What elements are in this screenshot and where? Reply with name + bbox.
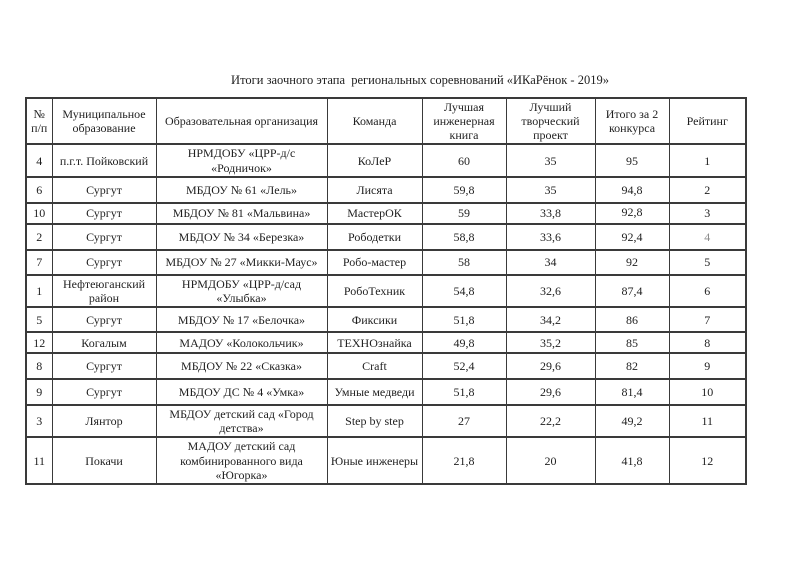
cell-project-score: 35 [506,177,595,203]
cell-rating: 3 [669,203,746,224]
cell-book-score: 27 [422,405,506,437]
cell-rating: 7 [669,307,746,332]
cell-team: Фиксики [327,307,422,332]
cell-total-score: 92 [595,250,669,275]
cell-team: Юные инженеры [327,437,422,483]
cell-project-score: 22,2 [506,405,595,437]
cell-project-score: 34,2 [506,307,595,332]
cell-municipality: Когалым [52,332,156,353]
cell-book-score: 59 [422,203,506,224]
column-header-num: № п/п [26,98,52,144]
cell-num: 1 [26,275,52,307]
cell-total-score: 41,8 [595,437,669,483]
cell-book-score: 52,4 [422,353,506,379]
cell-num: 8 [26,353,52,379]
cell-project-score: 29,6 [506,353,595,379]
cell-municipality: Сургут [52,353,156,379]
cell-organization: МБДОУ № 81 «Мальвина» [156,203,327,224]
cell-rating: 10 [669,379,746,405]
cell-municipality: Сургут [52,379,156,405]
cell-organization: НРМДОБУ «ЦРР-д/сад «Улыбка» [156,275,327,307]
cell-rating: 4 [669,224,746,250]
cell-organization: МБДОУ № 61 «Лель» [156,177,327,203]
cell-rating: 11 [669,405,746,437]
cell-municipality: Сургут [52,177,156,203]
cell-organization: МАДОУ детский сад комбинированного вида «Югорка» [156,437,327,483]
cell-municipality: Сургут [52,224,156,250]
cell-organization: МБДОУ № 27 «Микки-Маус» [156,250,327,275]
cell-total-score: 87,4 [595,275,669,307]
table-row [26,203,746,224]
cell-rating: 8 [669,332,746,353]
cell-num: 6 [26,177,52,203]
cell-num: 10 [26,203,52,224]
cell-municipality: Лянтор [52,405,156,437]
cell-book-score: 58,8 [422,224,506,250]
table-row [26,307,746,332]
cell-organization: МБДОУ № 34 «Березка» [156,224,327,250]
cell-team: Step by step [327,405,422,437]
cell-project-score: 32,6 [506,275,595,307]
table-row [26,332,746,353]
results-table [25,97,747,485]
cell-book-score: 59,8 [422,177,506,203]
table-header-row [26,98,746,144]
cell-project-score: 33,8 [506,203,595,224]
column-header-municipality: Муниципальное образование [52,98,156,144]
cell-rating: 12 [669,437,746,483]
cell-book-score: 54,8 [422,275,506,307]
cell-organization: МБДОУ № 22 «Сказка» [156,353,327,379]
cell-book-score: 51,8 [422,307,506,332]
cell-total-score: 49,2 [595,405,669,437]
cell-rating: 2 [669,177,746,203]
cell-num: 3 [26,405,52,437]
cell-organization: МАДОУ «Колокольчик» [156,332,327,353]
cell-total-score: 82 [595,353,669,379]
table-row [26,353,746,379]
cell-team: МастерОК [327,203,422,224]
cell-total-score: 92,4 [595,224,669,250]
cell-municipality: Сургут [52,307,156,332]
cell-num: 5 [26,307,52,332]
cell-book-score: 60 [422,144,506,176]
cell-project-score: 20 [506,437,595,483]
cell-rating: 6 [669,275,746,307]
results-table-body [26,144,746,483]
cell-rating: 1 [669,144,746,176]
table-row [26,250,746,275]
cell-project-score: 29,6 [506,379,595,405]
column-header-project-score: Лучший творческий проект [506,98,595,144]
cell-municipality: Нефтеюганский район [52,275,156,307]
column-header-rating: Рейтинг [669,98,746,144]
column-header-book-score: Лучшая инженерная книга [422,98,506,144]
cell-num: 11 [26,437,52,483]
cell-organization: МБДОУ № 17 «Белочка» [156,307,327,332]
cell-book-score: 51,8 [422,379,506,405]
cell-organization: МБДОУ ДС № 4 «Умка» [156,379,327,405]
cell-project-score: 34 [506,250,595,275]
cell-organization: МБДОУ детский сад «Город детства» [156,405,327,437]
cell-team: Робо-мастер [327,250,422,275]
document-title: Итоги заочного этапа региональных соревнований «ИКаРёнок - 2019» [231,73,609,87]
cell-team: Умные медведи [327,379,422,405]
cell-team: Лисята [327,177,422,203]
table-row [26,177,746,203]
cell-municipality: Покачи [52,437,156,483]
column-header-total-score: Итого за 2 конкурса [595,98,669,144]
cell-total-score: 92,8 [595,203,669,224]
cell-project-score: 35 [506,144,595,176]
cell-team: РобоТехник [327,275,422,307]
column-header-organization: Образовательная организация [156,98,327,144]
cell-municipality: п.г.т. Пойковский [52,144,156,176]
cell-total-score: 95 [595,144,669,176]
cell-team: ТЕХНОзнайка [327,332,422,353]
cell-rating: 9 [669,353,746,379]
cell-book-score: 21,8 [422,437,506,483]
cell-num: 12 [26,332,52,353]
table-row [26,379,746,405]
cell-team: Рободетки [327,224,422,250]
table-row [26,437,746,483]
cell-municipality: Сургут [52,250,156,275]
table-row [26,224,746,250]
cell-project-score: 33,6 [506,224,595,250]
cell-total-score: 85 [595,332,669,353]
cell-total-score: 94,8 [595,177,669,203]
cell-book-score: 49,8 [422,332,506,353]
cell-team: Craft [327,353,422,379]
table-row [26,405,746,437]
cell-book-score: 58 [422,250,506,275]
cell-total-score: 81,4 [595,379,669,405]
cell-num: 9 [26,379,52,405]
cell-num: 4 [26,144,52,176]
cell-num: 7 [26,250,52,275]
cell-organization: НРМДОБУ «ЦРР-д/с «Родничок» [156,144,327,176]
cell-rating: 5 [669,250,746,275]
table-row [26,144,746,176]
cell-total-score: 86 [595,307,669,332]
column-header-team: Команда [327,98,422,144]
cell-municipality: Сургут [52,203,156,224]
cell-project-score: 35,2 [506,332,595,353]
table-row [26,275,746,307]
cell-team: КоЛеР [327,144,422,176]
cell-num: 2 [26,224,52,250]
